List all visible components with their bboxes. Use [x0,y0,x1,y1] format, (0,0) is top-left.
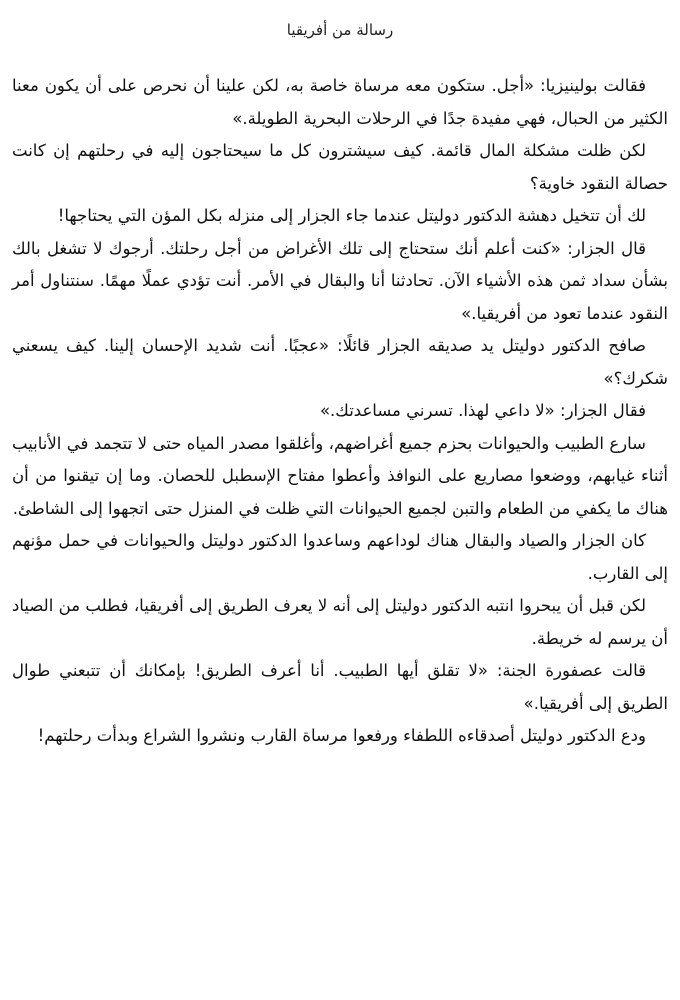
paragraph: فقالت بولينيزيا: «أجل. ستكون معه مرساة خاصة به، لكن علينا أن نحرص على أن يكون معنا الكثير من الحبال، فهي مفيدة جدًا في الرحلات البحرية الطويلة.» [12,76,668,128]
paragraph: قالت عصفورة الجنة: «لا تقلق أيها الطبيب. أنا أعرف الطريق! بإمكانك أن تتبعني طوال الطريق إلى أفريقيا.» [12,661,668,713]
paragraph: صافح الدكتور دوليتل يد صديقه الجزار قائلًا: «عجبًا. أنت شديد الإحسان إلينا. كيف يسعني شكرك؟» [12,336,668,388]
paragraph: لك أن تتخيل دهشة الدكتور دوليتل عندما جاء الجزار إلى منزله بكل المؤن التي يحتاجها! [57,206,646,225]
paragraph: قال الجزار: «كنت أعلم أنك ستحتاج إلى تلك الأغراض من أجل رحلتك. أرجوك لا تشغل بالك بشأن سداد ثمن هذه الأشياء الآن. تحادثنا أنا والبقال في الأمر. أنت تؤدي عملًا مهمًا. سنتناول أمر النقود عندما تعود من أفريقيا.» [12,238,668,323]
paragraph: كان الجزار والصياد والبقال هناك لوداعهم وساعدوا الدكتور دوليتل والحيوانات في حمل مؤنهم إلى القارب. [12,531,668,583]
paragraph: لكن ظلت مشكلة المال قائمة. كيف سيشترون كل ما سيحتاجون إليه في رحلتهم إن كانت حصالة النقود خاوية؟ [12,141,668,193]
paragraph: سارع الطبيب والحيوانات بحزم جميع أغراضهم، وأغلقوا مصدر المياه حتى لا تتجمد في الأنابيب أثناء غيابهم، ووضعوا مصاريع على النوافذ وأعطوا مفتاح الإسطبل للحصان. وما إن تيقنوا من أن هناك ما يكفي من الطعام والتبن لجميع الحيوانات التي ظلت في المنزل حتى اتجهوا إلى الشاطئ. [12,433,668,518]
story-text [12,70,668,753]
paragraph: ودع الدكتور دوليتل أصدقاءه اللطفاء ورفعوا مرساة القارب ونشروا الشراع وبدأت رحلتهم! [37,726,646,745]
paragraph: لكن قبل أن يبحروا انتبه الدكتور دوليتل إلى أنه لا يعرف الطريق إلى أفريقيا، فطلب من الصياد أن يرسم له خريطة. [12,596,668,648]
paragraph: فقال الجزار: «لا داعي لهذا. تسرني مساعدتك.» [319,401,646,420]
running-header: رسالة من أفريقيا [286,21,394,39]
